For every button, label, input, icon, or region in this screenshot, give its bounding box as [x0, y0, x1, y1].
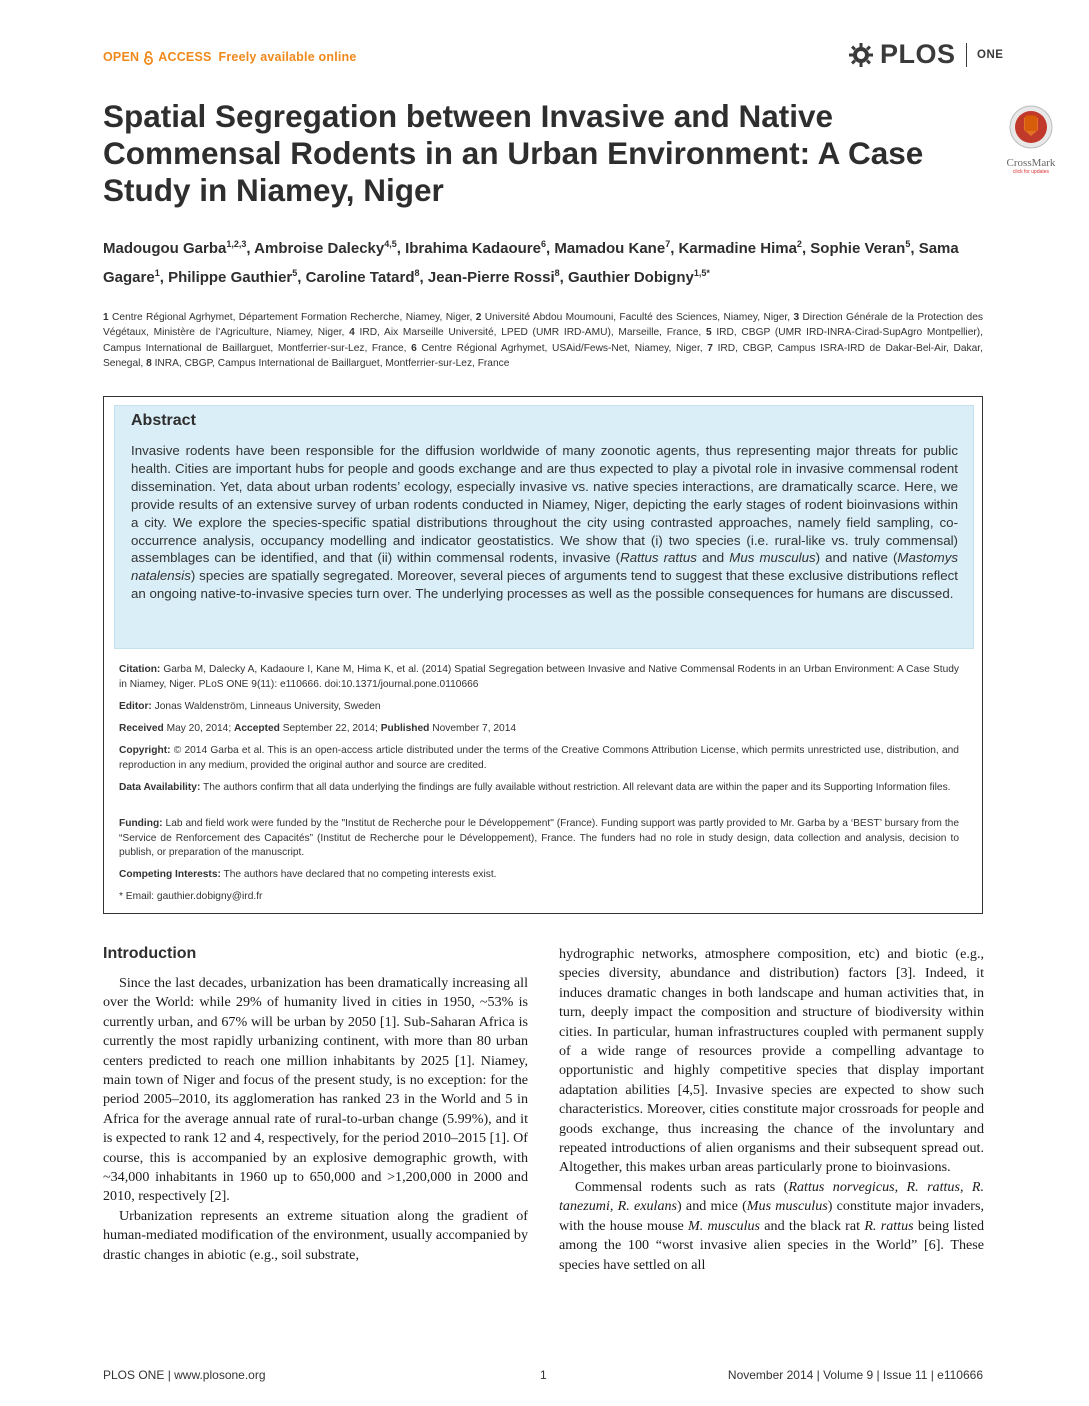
logo-divider	[966, 43, 968, 67]
author-name: Sama Gagare	[103, 240, 959, 286]
author-name: Karmadine Hima	[678, 240, 797, 257]
received-date: May 20, 2014;	[166, 723, 232, 734]
author-name: Sophie Veran	[810, 240, 906, 257]
article-title: Spatial Segregation between Invasive and Native Commensal Rodents in an Urban Environment: A Case Study in Niamey, Niger	[103, 98, 924, 208]
page-number: 1	[540, 1368, 547, 1382]
journal-sub-label: ONE	[977, 48, 1004, 61]
open-access-lock-icon	[143, 50, 154, 64]
crossmark-label: CrossMark	[1006, 157, 1056, 169]
footer-issue: November 2014 | Volume 9 | Issue 11 | e110666	[727, 1368, 983, 1382]
affiliations: 1 Centre Régional Agrhymet, Département Formation Recherche, Niamey, Niger, 2 Université Abdou Moumouni, Faculté des Sciences, Niamey, Niger, 3 Direction Générale de la Protection des Végétaux, Ministère de l’Agriculture, Niamey, Niger, 4 IRD, Aix Marseille Université, LPED (UMR IRD-AMU), Marseille, France, 5 IRD, CBGP (UMR IRD-INRA-Cirad-SupAgro Montpellier), Campus International de Baillarguet, Montferrier-sur-Lez, France, 6 Centre Régional Agrhymet, USAid/Fews-Net, Niamey, Niger, 7 IRD, CBGP, Campus ISRA-IRD de Dakar-Bel-Air, Dakar, Senegal, 8 INRA, CBGP, Campus International de Baillarguet, Montferrier-sur-Lez, France	[103, 312, 983, 369]
citation-label: Citation:	[119, 664, 161, 675]
data-availability-label: Data Availability:	[119, 782, 201, 793]
author-affiliation-marker: 6	[540, 239, 546, 249]
author-name: Madougou Garba	[103, 240, 227, 257]
funding-label: Funding:	[119, 818, 163, 829]
left-column	[103, 974, 528, 1265]
plos-one-logo	[848, 39, 1003, 70]
competing-interests-label: Competing Interests:	[119, 869, 221, 880]
author-name: Ibrahima Kadaoure	[405, 240, 541, 257]
crossmark-icon	[1008, 104, 1054, 150]
author-name: Philippe Gauthier	[168, 269, 293, 286]
editor	[119, 700, 959, 715]
citation	[119, 663, 959, 692]
intro-paragraph-4: Commensal rodents such as rats (Rattus norvegicus, R. rattus, R. tanezumi, R. exulans) and mice (Mus musculus) constitute major invaders, with the house mouse M. musculus and the black rat R. rattus being listed among the 100 “worst invasive alien species in the World” [6]. These species have settled on all	[559, 1178, 985, 1273]
author-affiliation-marker: 4,5	[384, 239, 397, 249]
footer-journal: PLOS ONE | www.plosone.org	[103, 1368, 266, 1382]
editor-text: Jonas Waldenström, Linneaus University, Sweden	[154, 701, 381, 712]
access-label: ACCESS	[158, 50, 212, 64]
author-name: Jean-Pierre Rossi	[427, 269, 555, 286]
open-label: OPEN	[103, 50, 140, 64]
freely-available-label: Freely available online	[218, 50, 357, 64]
copyright-label: Copyright:	[119, 745, 171, 756]
dates	[119, 722, 959, 737]
author-affiliation-marker: 8	[554, 268, 560, 278]
received-label: Received	[119, 723, 164, 734]
published-label: Published	[380, 723, 430, 734]
intro-paragraph-2: Urbanization represents an extreme situation along the gradient of human-mediated modification of the environment, usually accompanied by drastic changes in abiotic (e.g., soil substrate,	[103, 1207, 528, 1263]
author-affiliation-marker: 5	[905, 239, 911, 249]
competing-interests	[119, 868, 959, 883]
author-name: Mamadou Kane	[554, 240, 666, 257]
crossmark-sub-label: click for updates	[1012, 169, 1050, 175]
author-name: Ambroise Dalecky	[254, 240, 385, 257]
author-affiliation-marker: 7	[665, 239, 671, 249]
editor-label: Editor:	[119, 701, 152, 712]
open-access-banner	[103, 50, 357, 64]
email[interactable]: * Email: gauthier.dobigny@ird.fr	[119, 891, 263, 902]
published-date: November 7, 2014	[432, 723, 517, 734]
introduction-heading: Introduction	[103, 945, 197, 962]
data-availability-text: The authors confirm that all data underlying the findings are fully available without restriction. All relevant data are within the paper and its Supporting Information files.	[203, 782, 951, 793]
author-affiliation-marker: 1	[154, 268, 160, 278]
accepted-date: September 22, 2014;	[282, 723, 378, 734]
author-list: Madougou Garba$^{1,2,3}$, Ambroise Dalecky$^{4,5}$, Ibrahima Kadaoure$^6$, Mamadou Kane$^7$, Karmadine Hima$^2$, Sophie Veran$^5$, Sama Gagare$^1$, Philippe Gauthier$^5$, Caroline Tatard$^8$, Jean-Pierre Rossi$^8$, Gauthier Dobigny$^{1,5*}$	[103, 239, 959, 286]
author-affiliation-marker: 5	[292, 268, 298, 278]
author-affiliation-marker: 8	[414, 268, 420, 278]
crossmark-badge[interactable]	[1000, 104, 1062, 175]
author-affiliation-marker: 1,5*	[693, 268, 710, 278]
abstract-heading: Abstract	[131, 412, 196, 429]
author-name: Gauthier Dobigny	[567, 269, 694, 286]
accepted-label: Accepted	[234, 723, 280, 734]
author-affiliation-marker: 1,2,3	[226, 239, 247, 249]
intro-paragraph-3: hydrographic networks, atmosphere composition, etc) and biotic (e.g., species diversity, abundance and distribution) factors [3]. Indeed, it induces dramatic changes in both landscape and human activities that, in turn, deeply impact the composition and structure of biodiversity within cities. In particular, human infrastructures coupled with permanent supply of a wide range of resources provide a compelling advantage to opportunistic and highly competitive species that display important adaptation abilities [4,5]. Invasive species are expected to show such characteristics. Moreover, cities constitute major crossroads for people and goods exchange, thus increasing the chance of the involuntary and repeated introductions of alien organisms and their subsequent spread out. Altogether, this makes urban areas particularly prone to bioinvasions.	[559, 946, 984, 1176]
plos-gear-icon	[848, 42, 874, 68]
copyright	[119, 744, 959, 773]
citation-text: Garba M, Dalecky A, Kadaoure I, Kane M, Hima K, et al. (2014) Spatial Segregation between Invasive and Native Commensal Rodents in an Urban Environment: A Case Study in Niamey, Niger. PLoS ONE 9(11): e110666. doi:10.1371/journal.pone.0110666	[119, 664, 959, 690]
data-availability	[119, 781, 959, 796]
funding-text: Lab and field work were funded by the "Institut de Recherche pour le Développement" (France). Funding support was partly provided to Mr. Garba by a ‘BEST’ bursary from the “Service de Renforcement des Capacités” (Institut de Recherche pour le Développement), France. The funders had no role in study design, data collection and analysis, decision to publish, or preparation of the manuscript.	[119, 818, 959, 858]
right-column	[559, 945, 984, 1275]
abstract-text: Invasive rodents have been responsible for the diffusion worldwide of many zoonotic agents, thus representing major threats for public health. Cities are important hubs for people and goods exchange and are thus expected to play a pivotal role in invasive commensal rodent dissemination. Yet, data about urban rodents’ ecology, especially invasive vs. native species interactions, are dramatically scarce. Here, we provide results of an extensive survey of urban rodents conducted in Niamey, Niger, depicting the early stages of rodent bioinvasions within a city. We explore the species-specific spatial distributions throughout the city using contrasted approaches, namely field sampling, co-occurrence analysis, occupancy modelling and indicator geostatistics. We show that (i) two species (i.e. rural-like vs. truly commensal) assemblages can be identified, and that (ii) within commensal rodents, invasive (Rattus rattus and Mus musculus) and native (Mastomys natalensis) species are spatially segregated. Moreover, several pieces of arguments tend to suggest that these exclusive distributions reflect an ongoing native-to-invasive species turn over. The underlying processes as well as the possible consequences for humans are discussed.	[131, 443, 959, 602]
author-affiliation-marker: 2	[796, 239, 802, 249]
plos-wordmark: PLOS	[880, 39, 956, 69]
competing-interests-text: The authors have declared that no competing interests exist.	[223, 869, 497, 880]
author-name: Caroline Tatard	[305, 269, 415, 286]
copyright-text: © 2014 Garba et al. This is an open-access article distributed under the terms of the Creative Commons Attribution License, which permits unrestricted use, distribution, and reproduction in any medium, provided the original author and source are credited.	[119, 745, 959, 771]
intro-paragraph-1: Since the last decades, urbanization has been dramatically increasing all over the World: while 29% of humanity lived in cities in 1950, ~53% is currently urban, and 67% will be urban by 2050 [1]. Sub-Saharan Africa is currently the most rapidly urbanizing continent, with more than 80 urban centers predicted to reach one million inhabitants by 2025 [1]. Niamey, main town of Niger and focus of the present study, is no exception: for the period 2005–2010, its agglomeration has ranked 23 in the World and 5 in Africa for the average annual rate of rural-to-urban change (5.99%), and it is expected to rank 12 and 4, respectively, for the period 2010–2015 [1]. Of course, this is accompanied by an explosive demographic growth, with ~34,000 inhabitants in 1960 up to 650,000 and >1,200,000 in 2000 and 2010, respectively [2].	[103, 975, 528, 1205]
funding	[119, 817, 959, 861]
